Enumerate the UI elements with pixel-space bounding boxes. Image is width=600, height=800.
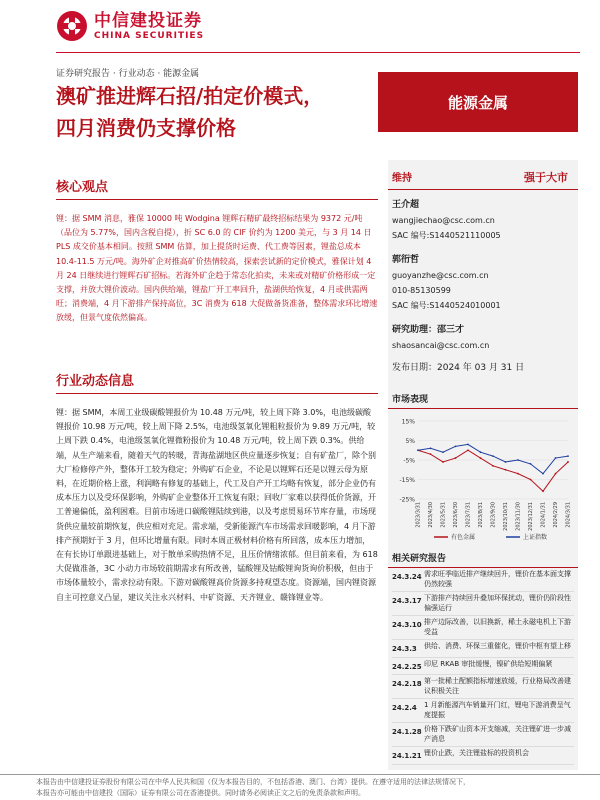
analyst-phone: 010-85130599 <box>392 286 451 295</box>
data-point <box>555 457 557 459</box>
related-text: 下游排产持续回升叠加环保扰动，锂价仍阶段性偏强运行 <box>424 594 571 612</box>
brand-name-cn: 中信建投证券 <box>94 10 202 31</box>
industry-section <box>56 370 378 605</box>
related-date: 24.3.3 <box>392 645 417 653</box>
related-item[interactable] <box>392 568 574 592</box>
data-point <box>442 451 444 453</box>
analyst-1 <box>388 198 578 243</box>
rating-row <box>388 160 578 190</box>
related-text: 价格下跌矿山资本开支缩减，关注锂矿进一步减产消息 <box>424 725 571 743</box>
x-tick-label: 2023/10/31 <box>503 502 509 531</box>
data-point <box>530 479 532 481</box>
related-date: 24.2.18 <box>392 680 422 688</box>
core-view-text: 锂：据 SMM 消息，雅保 10000 吨 Wodgina 锂辉石精矿最终招标结果为 9372 元/吨（品位为 5.77%，国内含税自提），折 SC 6.0 的 CIF 价约为 1200 美元，与 3 月 14 日 PLS 成交价基本相同。按照 SMM 估算，加上提货时运费、代工费等因素，锂盐总成本 10.4-11.5 万元/吨。海外矿企对推高矿价热情较高，探索尝试新的定价模式，雅保计划 4 月 24 日继续进行锂辉石矿招标。若海外矿企趋于常态化拍卖，未来或对精矿价格形成一定支撑，并放大锂价波动。国内供给端，锂盐厂开工率回升，盐湖供给恢复，4 月或供需两旺；消费端，4 月下游排产保持高位，3C 消费为 618 大促做备货准备，整体需求环比增速放缓，但景气度依然偏高。 <box>56 214 378 323</box>
title-line-2: 四月消费仍支撑价格 <box>56 116 236 140</box>
related-item[interactable] <box>392 592 574 616</box>
data-point <box>455 445 457 447</box>
x-tick-label: 2023/6/30 <box>453 502 459 528</box>
x-tick-label: 2023/9/30 <box>490 502 497 528</box>
assistant <box>388 323 578 353</box>
industry-text: 锂：据 SMM，本周工业级碳酸锂报价为 10.48 万元/吨，较上周下降 3.0%，电池级碳酸锂报价 10.98 万元/吨，较上周下降 2.5%，电池级氢氧化锂粗粒报价为 9.89 万元/吨，较上周下跌 0.4%，电池级氢氧化锂微粉报价为 10.48 万元/吨，较上周下跌 0.3%。供给端，从生产端来看，随着天气的转暖，青海盐湖地区供应量逐步恢复；自有矿盐厂，除个别大厂检修停产外，整体开工较为稳定；外购矿石企业，不论是以锂辉石还是以锂云母为原料，在近期价格上涨，利润略有修复的基础上，代工及自产开工均略有恢复，部分企业仍有成本压力以及受环保影响，外购矿企业整体开工恢复有限；回收厂家难以获得低价货源，开工普遍偏低，盈利困难。目前市场进口碳酸锂陆续到港，以及考虑贸易环节库存量，市场现货供应量较前期恢复，供应相对充足。需求端，受新能源汽车市场需求回暖影响，4 月下游排产预期好于 3 月，但环比增量有限。同时本周正极材料价格有所回落，成本压力增加，在有长协订单跟进基础上，对于散单采购热情不足，且压价情绪浓郁。但目前来看，为 618 大促做准备，3C 小动力市场较前期需求有所改善，锰酸锂及钴酸锂询货询价积极，但由于市场体量较小，需求拉动有限。下游对碳酸锂高价货源多持观望态度。资源端，国内锂资源自主可控意义凸显，建议关注永兴材料、中矿资源、天齐锂业、赣锋锂业等。 <box>56 408 378 602</box>
data-point <box>417 449 419 451</box>
x-tick-label: 2023/8/31 <box>478 502 484 528</box>
industry-heading: 行业动态信息 <box>56 370 378 394</box>
core-view-heading: 核心观点 <box>56 176 378 200</box>
related-item[interactable] <box>392 616 574 640</box>
data-point <box>480 457 482 459</box>
x-tick-label: 2024/3/31 <box>565 502 572 528</box>
core-view-section <box>56 176 378 326</box>
disclaimer-line-1: 本报告由中信建投证券股份有限公司在中华人民共和国（仅为本报告目的，不包括香港、澳门、台湾）提供。在遵守适用的法律法规情况下， <box>36 778 470 786</box>
market-title: 市场表现 <box>388 390 578 409</box>
brand-logo <box>56 10 204 42</box>
analyst-2 <box>388 253 578 313</box>
publish-date: 发布日期：2024 年 03 月 31 日 <box>392 363 525 373</box>
y-tick-label: 15% <box>401 418 415 426</box>
disclaimer-line-2: 本报告亦可能由中信建投（国际）证券有限公司在香港提供。同时请务必阅读正文之后的免责条款和声明。 <box>36 789 365 797</box>
data-point <box>542 490 544 492</box>
related-item[interactable] <box>392 675 574 699</box>
assistant-label: 研究助理：邵三才 <box>392 325 465 335</box>
report-title <box>56 80 376 144</box>
legend-label: 有色金属 <box>451 534 476 541</box>
series-line <box>418 444 568 473</box>
x-tick-label: 2024/1/31 <box>540 502 547 528</box>
footer-divider <box>0 774 600 775</box>
related-text: 第一批稀土配额指标增速放缓，行业格局改善建议积极关注 <box>424 677 571 695</box>
related-date: 24.2.25 <box>392 662 422 671</box>
related-title: 相关研究报告 <box>388 549 578 568</box>
analyst-email: guoyanzhe@csc.com.cn <box>392 271 489 280</box>
related-item[interactable] <box>392 723 574 747</box>
related-list <box>388 568 578 765</box>
related-date: 24.1.21 <box>392 752 422 760</box>
related-text: 供给、消费、环保三重催化，锂价中枢有望上移 <box>424 642 571 650</box>
breadcrumb: 证券研究报告 · 行业动态 · 能源金属 <box>56 69 200 79</box>
data-point <box>467 449 469 451</box>
data-point <box>430 453 432 455</box>
related-item[interactable] <box>392 658 574 676</box>
data-point <box>455 457 457 459</box>
related-text: 锂价止跌，关注锂盐标的投资机会 <box>424 749 529 757</box>
sidebar <box>388 160 578 770</box>
rating-label: 维持 <box>392 173 412 184</box>
sector-badge: 能源金属 <box>378 72 578 132</box>
related-text: 1 月新能源汽车销量开门红，锂电下游消费呈气度提振 <box>424 701 571 719</box>
disclaimer <box>36 777 566 799</box>
x-tick-label: 2023/4/30 <box>428 502 434 528</box>
title-line-1: 澳矿推进辉石招/拍定价模式， <box>56 84 324 108</box>
x-tick-label: 2024/2/29 <box>553 502 559 528</box>
analyst-sac: SAC 编号:S1440524010001 <box>392 301 501 310</box>
y-tick-label: -15% <box>399 477 415 484</box>
related-text: 印尼 RKAB 审批缓慢，镍矿供给短期偏紧 <box>424 659 553 668</box>
data-point <box>517 473 519 475</box>
x-tick-label: 2023/12/31 <box>528 502 534 531</box>
related-date: 24.3.24 <box>392 573 422 581</box>
data-point <box>505 469 507 471</box>
analyst-name: 郭衎哲 <box>392 255 420 265</box>
related-text: 排产边际改善，以旧换新，稀土永磁电机上下游受益 <box>424 618 571 636</box>
data-point <box>492 465 494 467</box>
brand-name-en: CHINA SECURITIES <box>94 30 205 41</box>
x-tick-label: 2023/3/31 <box>415 502 422 528</box>
data-point <box>517 459 519 461</box>
brand-mark-icon <box>56 10 88 42</box>
related-text: 需求旺季临近排产继续回升，锂价在基本面支撑仍然较强 <box>424 570 571 588</box>
related-item[interactable] <box>392 747 574 765</box>
x-tick-label: 2023/7/31 <box>465 502 472 528</box>
data-point <box>442 461 444 463</box>
data-point <box>430 447 432 449</box>
x-tick-label: 2023/11/30 <box>515 502 522 531</box>
related-date: 24.1.28 <box>392 728 422 736</box>
market-chart <box>392 413 574 543</box>
y-tick-label: 5% <box>405 438 415 445</box>
rating-value: 强于大市 <box>524 171 568 184</box>
analyst-email: wangjiechao@csc.com.cn <box>392 216 495 225</box>
related-date: 24.2.4 <box>392 704 417 712</box>
data-point <box>555 473 557 475</box>
data-point <box>505 461 507 463</box>
legend-label: 上证指数 <box>523 534 548 541</box>
assistant-email: shaosancai@csc.com.cn <box>392 341 490 350</box>
related-date: 24.3.17 <box>392 597 422 605</box>
data-point <box>567 461 569 463</box>
data-point <box>467 444 469 446</box>
y-tick-label: -25% <box>399 496 415 504</box>
related-date: 24.3.10 <box>392 621 422 629</box>
y-tick-label: -5% <box>403 457 415 465</box>
data-point <box>480 451 482 453</box>
data-point <box>530 463 532 465</box>
related-item[interactable] <box>392 699 574 723</box>
x-tick-label: 2023/5/31 <box>440 502 447 528</box>
data-point <box>542 473 544 475</box>
market-chart-svg <box>392 413 574 543</box>
data-point <box>492 455 494 457</box>
analyst-sac: SAC 编号:S1440521110005 <box>392 231 501 240</box>
header-divider <box>56 52 580 53</box>
related-item[interactable] <box>392 640 574 658</box>
data-point <box>567 455 569 457</box>
analyst-name: 王介超 <box>392 200 420 210</box>
